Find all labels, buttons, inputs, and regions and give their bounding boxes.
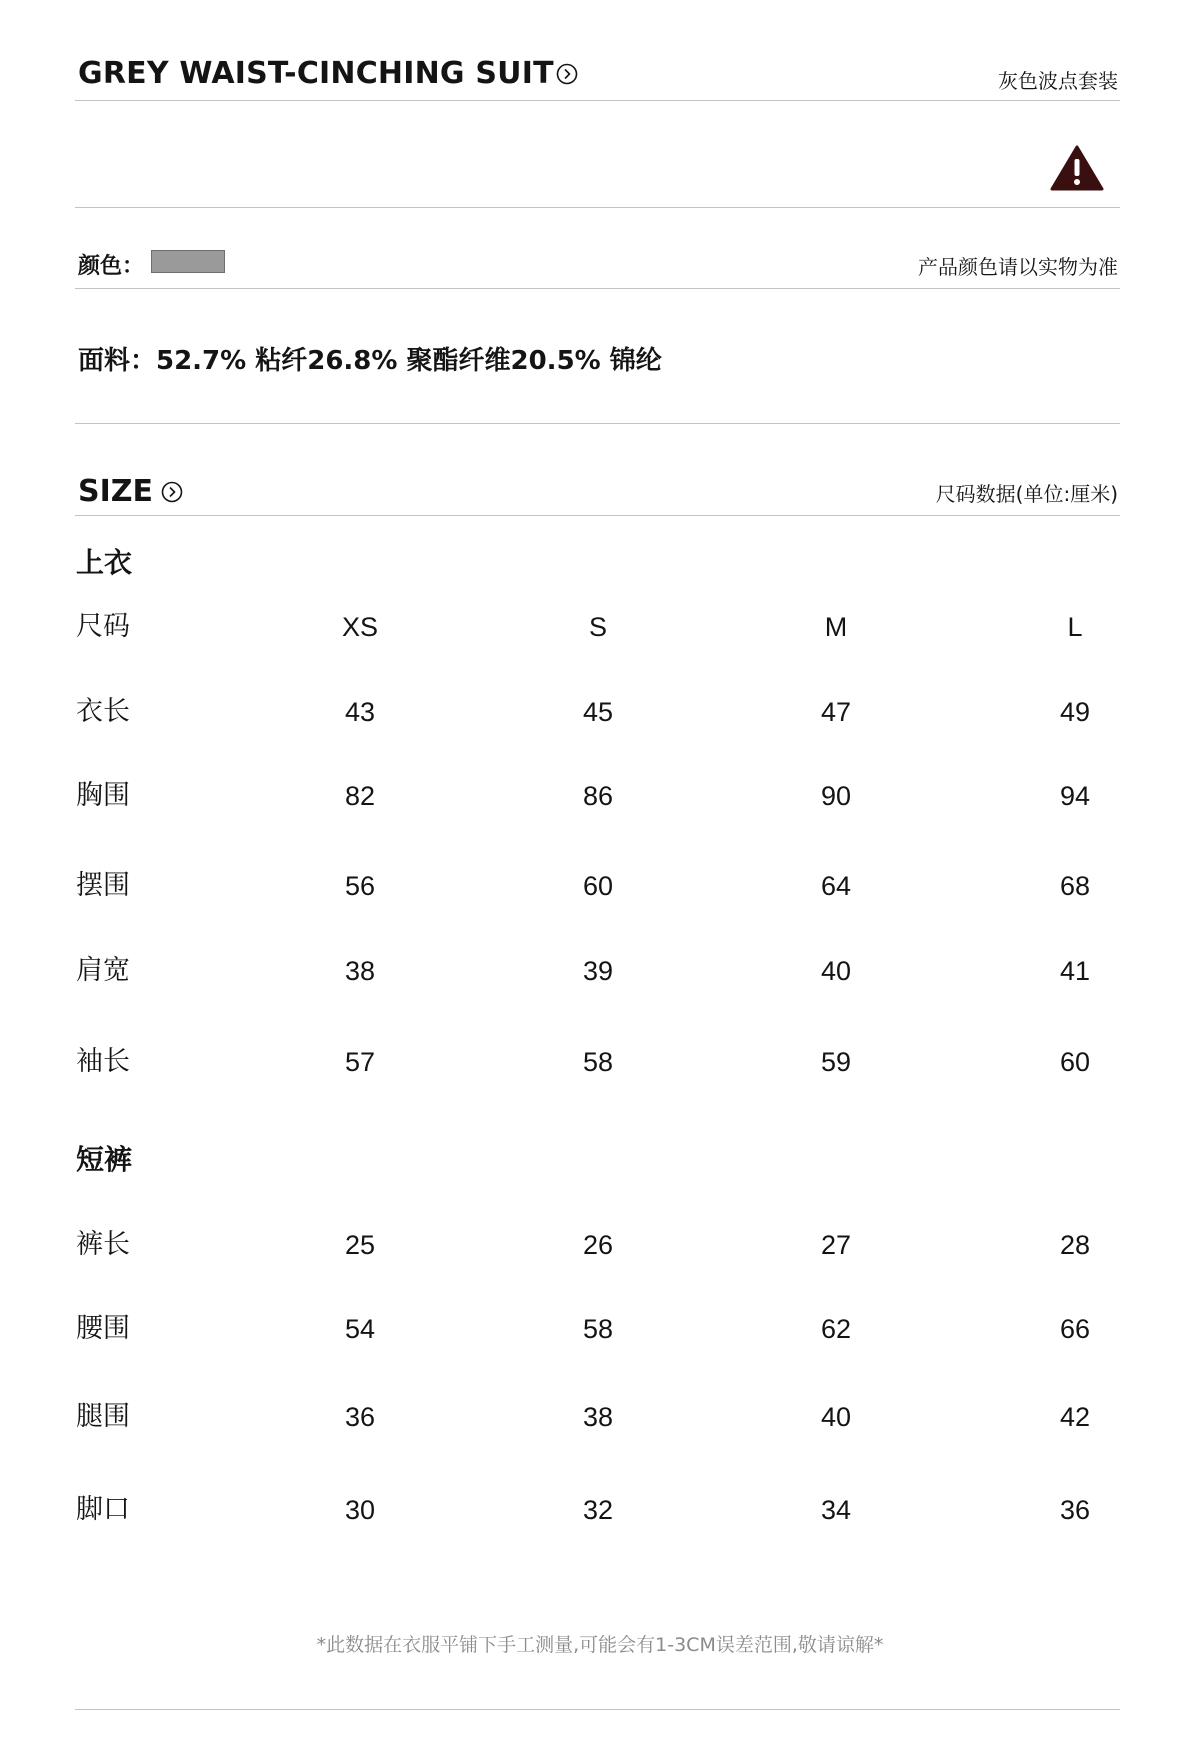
divider — [75, 1709, 1120, 1710]
section-label-shorts: 短裤 — [76, 1143, 133, 1176]
row-label: 摆围 — [76, 870, 130, 901]
table-cell: 25 — [344, 1230, 376, 1260]
table-cell: 66 — [1059, 1314, 1091, 1344]
color-note: 产品颜色请以实物为准 — [918, 255, 1118, 279]
table-cell: 38 — [344, 956, 376, 986]
row-label: 腰围 — [76, 1313, 130, 1344]
row-label: 袖长 — [76, 1046, 130, 1077]
table-cell: 42 — [1059, 1402, 1091, 1432]
warning-triangle-icon — [1050, 144, 1104, 192]
table-cell: 34 — [820, 1495, 852, 1525]
table-cell: 43 — [344, 697, 376, 727]
size-title — [78, 474, 183, 509]
table-cell: 59 — [820, 1047, 852, 1077]
table-row — [0, 951, 1200, 991]
table-cell: 62 — [820, 1314, 852, 1344]
table-cell: 26 — [582, 1230, 614, 1260]
table-row — [0, 866, 1200, 906]
table-cell: 49 — [1059, 697, 1091, 727]
table-cell: 57 — [344, 1047, 376, 1077]
product-subtitle-cn: 灰色波点套装 — [998, 69, 1118, 93]
table-row — [0, 692, 1200, 732]
row-label: 胸围 — [76, 780, 130, 811]
fabric-composition: 面料：52.7% 粘纤26.8% 聚酯纤维20.5% 锦纶 — [78, 346, 662, 376]
product-title — [78, 56, 578, 91]
measurement-footnote: *此数据在衣服平铺下手工测量,可能会有1-3CM误差范围,敬请谅解* — [316, 1634, 884, 1656]
table-row — [0, 776, 1200, 816]
size-m: M — [824, 612, 848, 642]
table-cell: 36 — [344, 1402, 376, 1432]
table-cell: 28 — [1059, 1230, 1091, 1260]
table-cell: 32 — [582, 1495, 614, 1525]
unit-note: 尺码数据(单位:厘米) — [935, 482, 1118, 506]
section-label-top: 上衣 — [76, 546, 133, 579]
table-row — [0, 1042, 1200, 1082]
table-cell: 64 — [820, 871, 852, 901]
circle-chevron-right-icon — [556, 63, 578, 85]
table-cell: 54 — [344, 1314, 376, 1344]
divider — [75, 100, 1120, 101]
row-label: 肩宽 — [76, 955, 130, 986]
size-s: S — [588, 612, 607, 642]
size-l: L — [1067, 612, 1083, 642]
divider — [75, 207, 1120, 208]
row-label: 衣长 — [76, 696, 130, 727]
color-swatch — [151, 250, 225, 273]
table-cell: 60 — [1059, 1047, 1091, 1077]
table-cell: 40 — [820, 956, 852, 986]
table-cell: 27 — [820, 1230, 852, 1260]
table-cell: 47 — [820, 697, 852, 727]
table-cell: 68 — [1059, 871, 1091, 901]
table-cell: 58 — [582, 1314, 614, 1344]
size-title-text: SIZE — [78, 474, 154, 509]
table-row — [0, 1309, 1200, 1349]
row-label: 脚口 — [76, 1494, 130, 1525]
table-cell: 30 — [344, 1495, 376, 1525]
table-cell: 56 — [344, 871, 376, 901]
table-cell: 60 — [582, 871, 614, 901]
divider — [75, 515, 1120, 516]
size-header-row — [0, 607, 1200, 647]
table-row — [0, 1490, 1200, 1530]
table-cell: 86 — [582, 781, 614, 811]
circle-chevron-right-icon — [161, 481, 183, 503]
table-cell: 82 — [344, 781, 376, 811]
divider — [75, 288, 1120, 289]
table-cell: 36 — [1059, 1495, 1091, 1525]
table-row — [0, 1225, 1200, 1265]
row-label: 腿围 — [76, 1401, 130, 1432]
color-label: 颜色： — [78, 254, 145, 279]
table-cell: 94 — [1059, 781, 1091, 811]
table-row — [0, 1397, 1200, 1437]
size-header-label: 尺码 — [76, 611, 130, 642]
size-xs: XS — [341, 612, 379, 642]
row-label: 裤长 — [76, 1229, 130, 1260]
table-cell: 90 — [820, 781, 852, 811]
table-cell: 41 — [1059, 956, 1091, 986]
product-title-text: GREY WAIST-CINCHING SUIT — [78, 56, 554, 91]
table-cell: 45 — [582, 697, 614, 727]
table-cell: 38 — [582, 1402, 614, 1432]
divider — [75, 423, 1120, 424]
table-cell: 39 — [582, 956, 614, 986]
table-cell: 58 — [582, 1047, 614, 1077]
table-cell: 40 — [820, 1402, 852, 1432]
